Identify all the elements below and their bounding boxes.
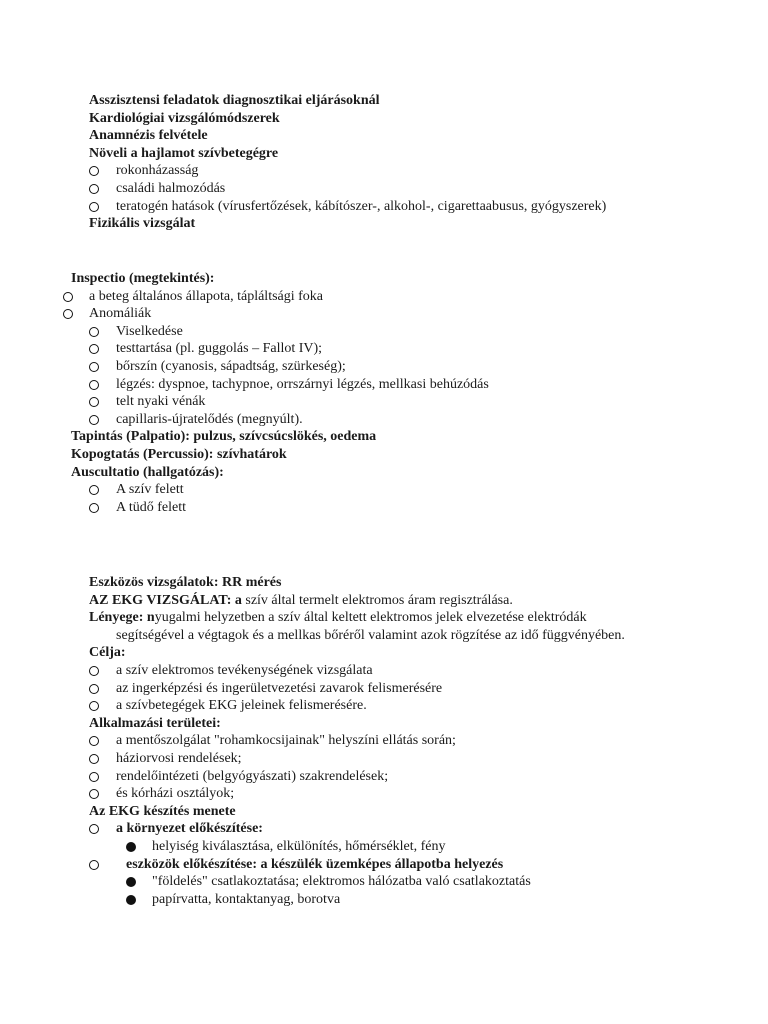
auscultatio-heading: Auscultatio (hallgatózás): [71,464,224,480]
list-item: a mentőszolgálat "rohamkocsijainak" helyszíni ellátás során; [0,732,768,750]
section-physical-exam [0,270,768,516]
physical-exam-heading: Fizikális vizsgálat [89,216,196,232]
circle-bullet-icon [89,415,99,425]
circle-bullet-icon [89,503,99,513]
list-item: Anomáliák [0,305,768,323]
circle-bullet-icon [89,736,99,746]
risk-heading: Növeli a hajlamot szívbetegégre [89,145,279,161]
list-item: rendelőintézeti (belgyógyászati) szakrendelések; [0,768,768,786]
tools-exam-heading: Eszközös vizsgálatok: RR mérés [89,575,282,590]
list-item: papírvatta, kontaktanyag, borotva [0,891,768,909]
list-item: testtartása (pl. guggolás – Fallot IV); [0,340,768,358]
list-item: telt nyaki vénák [0,393,768,411]
list-item: a beteg általános állapota, tápláltsági foka [0,288,768,306]
list-item: a szív elektromos tevékenységének vizsgálata [0,662,768,680]
circle-bullet-icon [89,166,99,176]
circle-bullet-icon [89,202,99,212]
essence-continuation: segítségével a végtagok és a mellkas bőréről valamint azok rögzítése az idő függvényében. [116,627,625,643]
circle-bullet-icon [89,824,99,834]
circle-bullet-icon [89,684,99,694]
circle-bullet-icon [89,666,99,676]
filled-bullet-icon [126,895,136,905]
circle-bullet-icon [89,380,99,390]
list-item: légzés: dyspnoe, tachypnoe, orrszárnyi légzés, mellkasi behúzódás [0,376,768,394]
inspectio-heading: Inspectio (megtekintés): [71,271,215,286]
list-item: teratogén hatások (vírusfertőzések, kábítószer-, alkohol-, cigarettaabusus, gyógyszerek) [0,198,768,216]
circle-bullet-icon [89,789,99,799]
list-item: eszközök előkészítése: a készülék üzemképes állapotba helyezés [0,856,768,874]
section-instrumental-exam [0,574,768,908]
circle-bullet-icon [89,327,99,337]
anamnesis-heading: Anamnézis felvétele [89,128,208,144]
circle-bullet-icon [89,397,99,407]
essence-line: Lényege: nyugalmi helyzetben a szív által keltett elektromos jelek elvezetése elektródák [89,610,587,626]
list-item: bőrszín (cyanosis, sápadtság, szürkeség); [0,358,768,376]
subtitle: Kardiológiai vizsgálómódszerek [89,110,280,126]
list-item: a szívbetegégek EKG jeleinek felismerésére. [0,697,768,715]
circle-bullet-icon [89,754,99,764]
circle-bullet-icon [89,184,99,194]
list-item: az ingerképzési és ingerületvezetési zavarok felismerésére [0,680,768,698]
circle-bullet-icon [89,485,99,495]
circle-bullet-icon [63,309,73,319]
circle-bullet-icon [89,344,99,354]
list-item: A szív felett [0,481,768,499]
list-item: helyiség kiválasztása, elkülönítés, hőmérséklet, fény [0,838,768,856]
application-heading: Alkalmazási területei: [89,715,221,731]
circle-bullet-icon [89,701,99,711]
list-item: A tüdő felett [0,499,768,517]
circle-bullet-icon [89,860,99,870]
list-item: rokonházasság [0,162,768,180]
filled-bullet-icon [126,877,136,887]
list-item: Viselkedése [0,323,768,341]
filled-bullet-icon [126,842,136,852]
section-intro [0,92,768,233]
palpatio-line: Tapintás (Palpatio): pulzus, szívcsúcslökés, oedema [71,429,377,445]
circle-bullet-icon [89,772,99,782]
list-item: a környezet előkészítése: [0,820,768,838]
document-title: Asszisztensi feladatok diagnosztikai eljárásoknál [89,93,380,108]
circle-bullet-icon [63,292,73,302]
procedure-heading: Az EKG készítés menete [89,803,236,819]
list-item: capillaris-újratelődés (megnyúlt). [0,411,768,429]
percussio-line: Kopogtatás (Percussio): szívhatárok [71,446,287,462]
circle-bullet-icon [89,362,99,372]
ekg-definition: AZ EKG VIZSGÁLAT: a szív által termelt elektromos áram regisztrálása. [89,592,513,608]
list-item: családi halmozódás [0,180,768,198]
list-item: háziorvosi rendelések; [0,750,768,768]
list-item: és kórházi osztályok; [0,785,768,803]
list-item: "földelés" csatlakoztatása; elektromos hálózatba való csatlakoztatás [0,873,768,891]
goal-heading: Célja: [89,645,126,661]
